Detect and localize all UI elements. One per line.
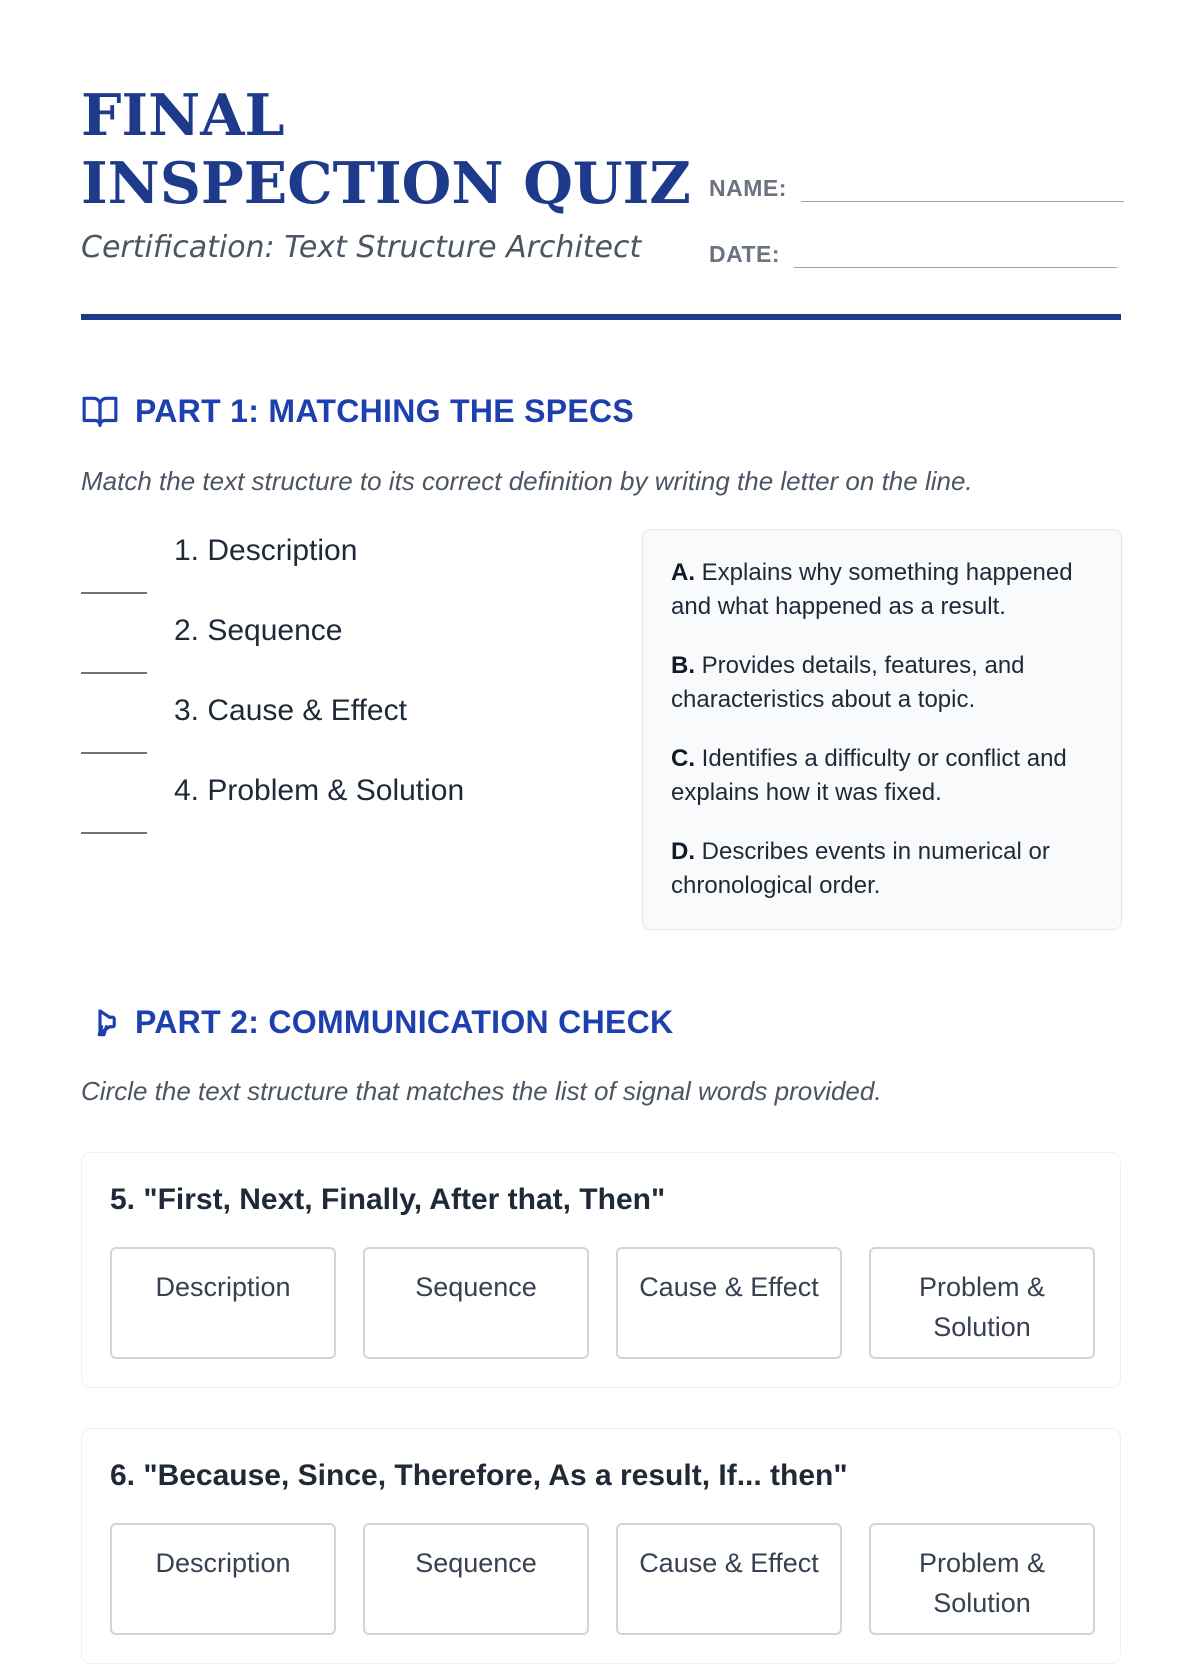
definitions-box bbox=[642, 529, 1122, 930]
definition-item bbox=[671, 649, 1095, 717]
option-problem-solution[interactable]: Problem & Solution bbox=[869, 1523, 1095, 1635]
match-item bbox=[81, 774, 641, 834]
part2-title: PART 2: COMMUNICATION CHECK bbox=[135, 1003, 674, 1040]
option-sequence[interactable]: Sequence bbox=[363, 1523, 589, 1635]
question-text: 6. "Because, Since, Therefore, As a result, If... then" bbox=[110, 1459, 848, 1492]
option-description[interactable]: Description bbox=[110, 1523, 336, 1635]
question-text: 5. "First, Next, Finally, After that, Then" bbox=[110, 1183, 666, 1216]
definition-text: Identifies a difficulty or conflict and explains how it was fixed. bbox=[671, 745, 1067, 806]
option-cause-effect[interactable]: Cause & Effect bbox=[616, 1247, 842, 1359]
definition-letter: C. bbox=[671, 745, 695, 772]
definition-text: Provides details, features, and characteristics about a topic. bbox=[671, 652, 1025, 713]
open-book-icon bbox=[81, 392, 119, 430]
definition-item bbox=[671, 742, 1095, 810]
question-card bbox=[81, 1428, 1121, 1664]
page-subtitle: Certification: Text Structure Architect bbox=[81, 230, 642, 265]
definition-letter: A. bbox=[671, 559, 695, 586]
match-item-label: 4. Problem & Solution bbox=[174, 774, 465, 807]
page-title: FINAL INSPECTION QUIZ bbox=[81, 82, 691, 217]
part2-header bbox=[81, 1003, 673, 1041]
answer-options bbox=[110, 1247, 1095, 1359]
match-item bbox=[81, 694, 641, 754]
answer-blank[interactable] bbox=[81, 752, 147, 754]
match-item bbox=[81, 534, 641, 594]
definition-letter: B. bbox=[671, 652, 695, 679]
megaphone-icon bbox=[81, 1003, 119, 1041]
definition-item bbox=[671, 556, 1095, 624]
answer-blank[interactable] bbox=[81, 592, 147, 594]
option-problem-solution[interactable]: Problem & Solution bbox=[869, 1247, 1095, 1359]
date-field bbox=[709, 238, 1117, 268]
option-sequence[interactable]: Sequence bbox=[363, 1247, 589, 1359]
match-item-label: 1. Description bbox=[174, 534, 358, 567]
match-item-label: 3. Cause & Effect bbox=[174, 694, 407, 727]
answer-blank[interactable] bbox=[81, 832, 147, 834]
question-card bbox=[81, 1152, 1121, 1388]
date-label: DATE: bbox=[709, 241, 781, 267]
definition-text: Describes events in numerical or chronological order. bbox=[671, 838, 1050, 899]
part1-header bbox=[81, 392, 634, 430]
definition-text: Explains why something happened and what happened as a result. bbox=[671, 559, 1073, 620]
option-cause-effect[interactable]: Cause & Effect bbox=[616, 1523, 842, 1635]
name-field bbox=[709, 172, 1124, 202]
answer-options bbox=[110, 1523, 1095, 1635]
option-description[interactable]: Description bbox=[110, 1247, 336, 1359]
header-divider bbox=[81, 314, 1121, 320]
match-item-label: 2. Sequence bbox=[174, 614, 343, 647]
part2-instructions: Circle the text structure that matches the list of signal words provided. bbox=[81, 1076, 882, 1106]
answer-blank[interactable] bbox=[81, 672, 147, 674]
date-line[interactable] bbox=[794, 238, 1117, 268]
name-line[interactable] bbox=[801, 172, 1124, 202]
part1-instructions: Match the text structure to its correct definition by writing the letter on the line. bbox=[81, 466, 973, 496]
match-item bbox=[81, 614, 641, 674]
name-label: NAME: bbox=[709, 175, 787, 201]
definition-item bbox=[671, 835, 1095, 903]
definition-letter: D. bbox=[671, 838, 695, 865]
part1-title: PART 1: MATCHING THE SPECS bbox=[135, 392, 635, 429]
